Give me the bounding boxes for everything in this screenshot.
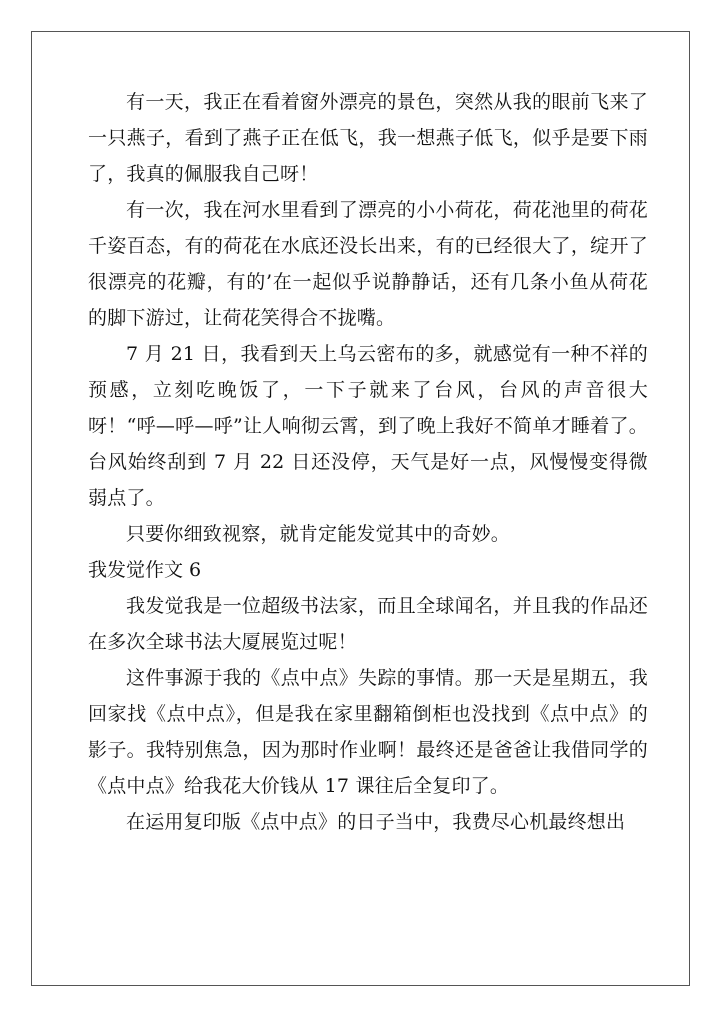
paragraph-calligrapher: 我发觉我是一位超级书法家，而且全球闻名，并且我的作品还在多次全球书法大厦展览过呢！ [88, 595, 648, 653]
paragraph-lotus: 有一次，我在河水里看到了漂亮的小小荷花，荷花池里的荷花千姿百态，有的荷花在水底还没长出来，有的已经很大了，绽开了很漂亮的花瓣，有的’在一起似乎说静静话，还有几条小鱼从荷花的脚下游过，让荷花笑得合不拢嘴。 [88, 199, 648, 329]
document-body [88, 84, 648, 840]
paragraph-copy-version: 在运用复印版《点中点》的日子当中，我费尽心机最终想出 [126, 811, 626, 833]
paragraph-missing-book: 这件事源于我的《点中点》失踪的事情。那一天是星期五，我回家找《点中点》，但是我在家里翻箱倒柜也没找到《点中点》的影子。我特别焦急，因为那时作业啊！最终还是爸爸让我借同学的《点中点》给我花大价钱从 17 课往后全复印了。 [88, 667, 648, 797]
paragraph-conclusion: 只要你细致视察，就肯定能发觉其中的奇妙。 [126, 523, 511, 545]
paragraph-swallow: 有一天，我正在看着窗外漂亮的景色，突然从我的眼前飞来了一只燕子，看到了燕子正在低飞，我一想燕子低飞，似乎是要下雨了，我真的佩服我自己呀！ [88, 91, 648, 185]
paragraph-typhoon: 7 月 21 日，我看到天上乌云密布的多，就感觉有一种不祥的预感，立刻吃晚饭了，一下子就来了台风，台风的声音很大呀！“呼—呼—呼”让人响彻云霄，到了晚上我好不简单才睡着了。台风始终刮到 7 月 22 日还没停，天气是好一点，风慢慢变得微弱点了。 [88, 343, 648, 509]
essay-heading: 我发觉作文 6 [88, 559, 202, 581]
